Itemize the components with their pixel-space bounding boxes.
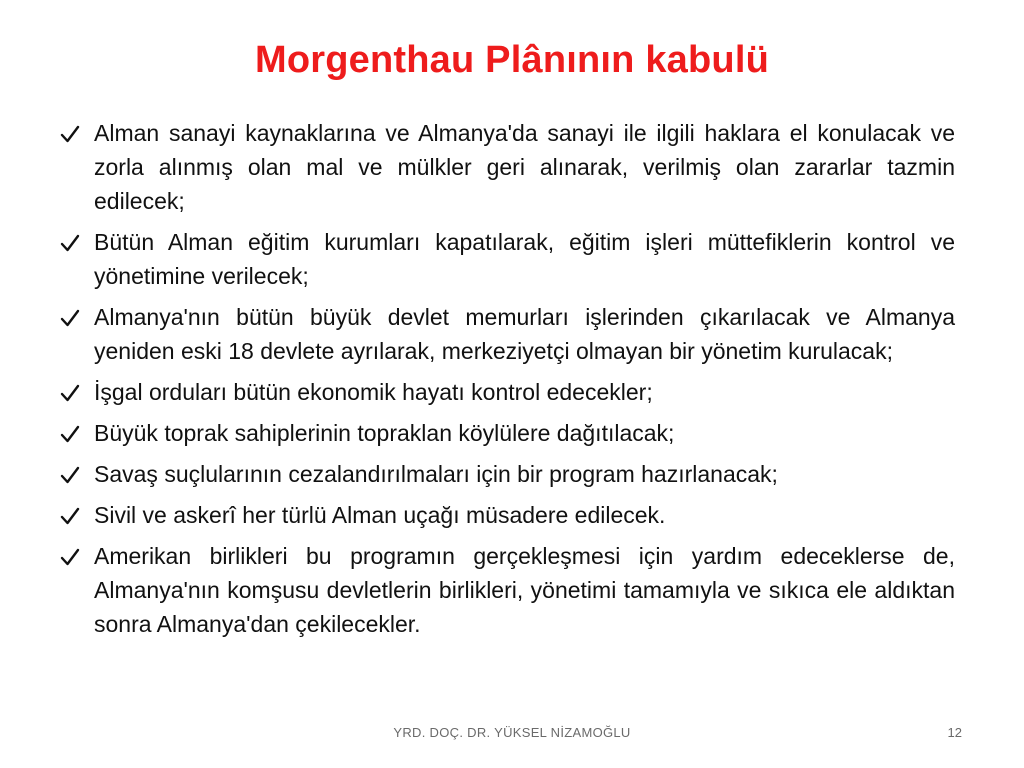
bullet-item bbox=[60, 375, 955, 409]
check-icon bbox=[60, 424, 80, 444]
bullet-item bbox=[60, 498, 955, 532]
bullet-text: Büyük toprak sahiplerinin topraklan köylülere dağıtılacak; bbox=[94, 420, 675, 446]
check-icon bbox=[60, 383, 80, 403]
bullet-item bbox=[60, 225, 955, 293]
bullet-text: Alman sanayi kaynaklarına ve Almanya'da sanayi ile ilgili haklara el konulacak ve zorla alınmış olan mal ve mülkler geri alınarak, verilmiş olan zararlar tazmin edilecek; bbox=[94, 120, 955, 214]
bullet-item bbox=[60, 457, 955, 491]
check-icon bbox=[60, 465, 80, 485]
bullet-list bbox=[60, 116, 955, 648]
slide-title: Morgenthau Plânının kabulü bbox=[255, 39, 769, 81]
bullet-item bbox=[60, 300, 955, 368]
bullet-text: İşgal orduları bütün ekonomik hayatı kontrol edecekler; bbox=[94, 379, 653, 405]
bullet-text: Savaş suçlularının cezalandırılmaları için bir program hazırlanacak; bbox=[94, 461, 778, 487]
bullet-item bbox=[60, 416, 955, 450]
bullet-item bbox=[60, 116, 955, 218]
bullet-text: Sivil ve askerî her türlü Alman uçağı müsadere edilecek. bbox=[94, 502, 666, 528]
bullet-text: Bütün Alman eğitim kurumları kapatılarak, eğitim işleri müttefiklerin kontrol ve yönetimine verilecek; bbox=[94, 229, 955, 289]
check-icon bbox=[60, 308, 80, 328]
check-icon bbox=[60, 233, 80, 253]
check-icon bbox=[60, 506, 80, 526]
check-icon bbox=[60, 547, 80, 567]
footer-author: YRD. DOÇ. DR. YÜKSEL NİZAMOĞLU bbox=[393, 725, 631, 740]
bullet-text: Almanya'nın bütün büyük devlet memurları işlerinden çıkarılacak ve Almanya yeniden eski 18 devlete ayrılarak, merkeziyetçi olmayan bir yönetim kurulacak; bbox=[94, 304, 955, 364]
page-number: 12 bbox=[947, 725, 962, 740]
bullet-text: Amerikan birlikleri bu programın gerçekleşmesi için yardım edeceklerse de, Almanya'nın komşusu devletlerin birlikleri, yönetimi tamamıyla ve sıkıca ele aldıktan sonra Almanya'dan çekilecekler. bbox=[94, 543, 955, 637]
check-icon bbox=[60, 124, 80, 144]
bullet-item bbox=[60, 539, 955, 641]
